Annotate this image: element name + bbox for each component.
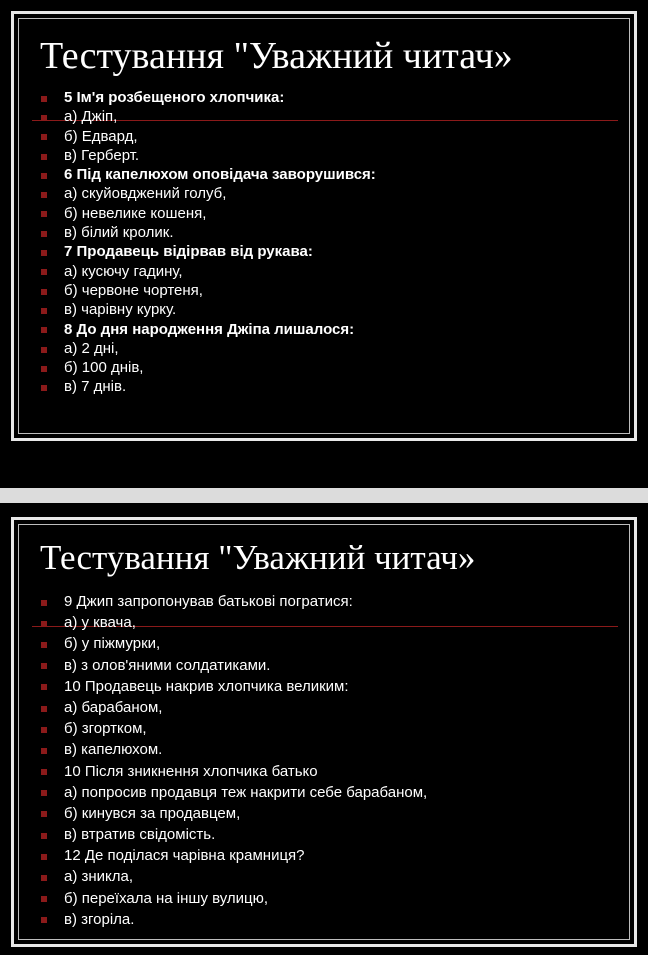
bullet-square-icon	[41, 706, 47, 712]
bullet-square-icon	[41, 308, 47, 314]
item-text: б) невелике кошеня,	[64, 204, 207, 222]
question-item	[38, 242, 376, 261]
bullet-square-icon	[41, 154, 47, 160]
bullet-square-icon	[41, 769, 47, 775]
answer-option	[38, 803, 427, 824]
bullet-square-icon	[41, 366, 47, 372]
answer-option	[38, 888, 427, 909]
bullet-square-icon	[41, 347, 47, 353]
answer-option	[38, 909, 427, 930]
bullet-square-icon	[41, 269, 47, 275]
answer-option	[38, 146, 376, 165]
answer-option	[38, 184, 376, 203]
bullet-square-icon	[41, 211, 47, 217]
question-item	[38, 88, 376, 107]
bullet-square-icon	[41, 811, 47, 817]
item-text: 6 Під капелюхом оповідача заворушився:	[64, 166, 376, 184]
answer-option	[38, 655, 427, 676]
bullet-square-icon	[41, 833, 47, 839]
item-text: в) Герберт.	[64, 146, 140, 164]
answer-option	[38, 718, 427, 739]
slide-separator	[0, 488, 648, 503]
slide-title: Тестування "Уважний читач»	[40, 35, 513, 77]
item-text: 10 Після зникнення хлопчика батько	[64, 762, 318, 780]
bullet-square-icon	[41, 875, 47, 881]
bullet-square-icon	[41, 115, 47, 121]
item-text: а) зникла,	[64, 868, 134, 886]
item-text: а) попросив продавця теж накрити себе барабаном,	[64, 783, 428, 801]
answer-option	[38, 676, 427, 697]
item-text: в) втратив свідомість.	[64, 826, 216, 844]
bullet-square-icon	[41, 134, 47, 140]
bullet-square-icon	[41, 621, 47, 627]
item-text: 12 Де поділася чарівна крамниця?	[64, 847, 305, 865]
bullet-square-icon	[41, 192, 47, 198]
bullet-square-icon	[41, 96, 47, 102]
answer-option	[38, 845, 427, 866]
item-text: в) білий кролик.	[64, 224, 174, 242]
item-text: б) кинувся за продавцем,	[64, 804, 241, 822]
item-text: а) барабаном,	[64, 698, 163, 716]
item-text: б) згортком,	[64, 720, 147, 738]
answer-option	[38, 824, 427, 845]
bullet-square-icon	[41, 173, 47, 179]
question-list	[38, 88, 376, 397]
answer-option	[38, 612, 427, 633]
question-list	[38, 591, 427, 930]
bullet-square-icon	[41, 231, 47, 237]
slide-title: Тестування "Уважний читач»	[40, 538, 476, 577]
bullet-square-icon	[41, 748, 47, 754]
item-text: б) червоне чортеня,	[64, 281, 203, 299]
answer-option	[38, 782, 427, 803]
item-text: 10 Продавець накрив хлопчика великим:	[64, 677, 349, 695]
answer-option	[38, 633, 427, 654]
item-text: в) 7 днів.	[64, 378, 127, 396]
answer-option	[38, 223, 376, 242]
answer-option	[38, 262, 376, 281]
answer-option	[38, 761, 427, 782]
item-text: а) у квача,	[64, 614, 136, 632]
bullet-square-icon	[41, 854, 47, 860]
bullet-square-icon	[41, 600, 47, 606]
item-text: б) 100 днів,	[64, 359, 144, 377]
answer-option	[38, 866, 427, 887]
bullet-square-icon	[41, 289, 47, 295]
item-text: в) з олов'яними солдатиками.	[64, 656, 271, 674]
item-text: б) у піжмурки,	[64, 635, 161, 653]
question-item	[38, 165, 376, 184]
item-text: а) 2 дні,	[64, 339, 119, 357]
bullet-square-icon	[41, 684, 47, 690]
bullet-square-icon	[41, 250, 47, 256]
answer-option	[38, 377, 376, 396]
answer-option	[38, 300, 376, 319]
answer-option	[38, 697, 427, 718]
bullet-square-icon	[41, 385, 47, 391]
answer-option	[38, 127, 376, 146]
item-text: а) скуйовджений голуб,	[64, 185, 227, 203]
item-text: в) згоріла.	[64, 910, 135, 928]
bullet-square-icon	[41, 790, 47, 796]
answer-option	[38, 204, 376, 223]
question-item	[38, 320, 376, 339]
slide-2	[0, 503, 648, 955]
bullet-square-icon	[41, 896, 47, 902]
answer-option	[38, 281, 376, 300]
bullet-square-icon	[41, 727, 47, 733]
answer-option	[38, 591, 427, 612]
item-text: 5 Ім'я розбещеного хлопчика:	[64, 89, 285, 106]
item-text: а) Джіп,	[64, 108, 118, 126]
bullet-square-icon	[41, 663, 47, 669]
item-text: 8 До дня народження Джіпа лишалося:	[64, 320, 355, 338]
answer-option	[38, 339, 376, 358]
item-text: 9 Джип запропонував батькові погратися:	[64, 593, 353, 610]
bullet-square-icon	[41, 642, 47, 648]
item-text: 7 Продавець відірвав від рукава:	[64, 243, 313, 261]
item-text: б) Едвард,	[64, 127, 138, 145]
bullet-square-icon	[41, 917, 47, 923]
bullet-square-icon	[41, 327, 47, 333]
answer-option	[38, 107, 376, 126]
answer-option	[38, 358, 376, 377]
item-text: б) переїхала на іншу вулицю,	[64, 889, 269, 907]
item-text: в) чарівну курку.	[64, 301, 177, 319]
item-text: в) капелюхом.	[64, 741, 163, 759]
answer-option	[38, 739, 427, 760]
item-text: а) кусючу гадину,	[64, 262, 183, 280]
